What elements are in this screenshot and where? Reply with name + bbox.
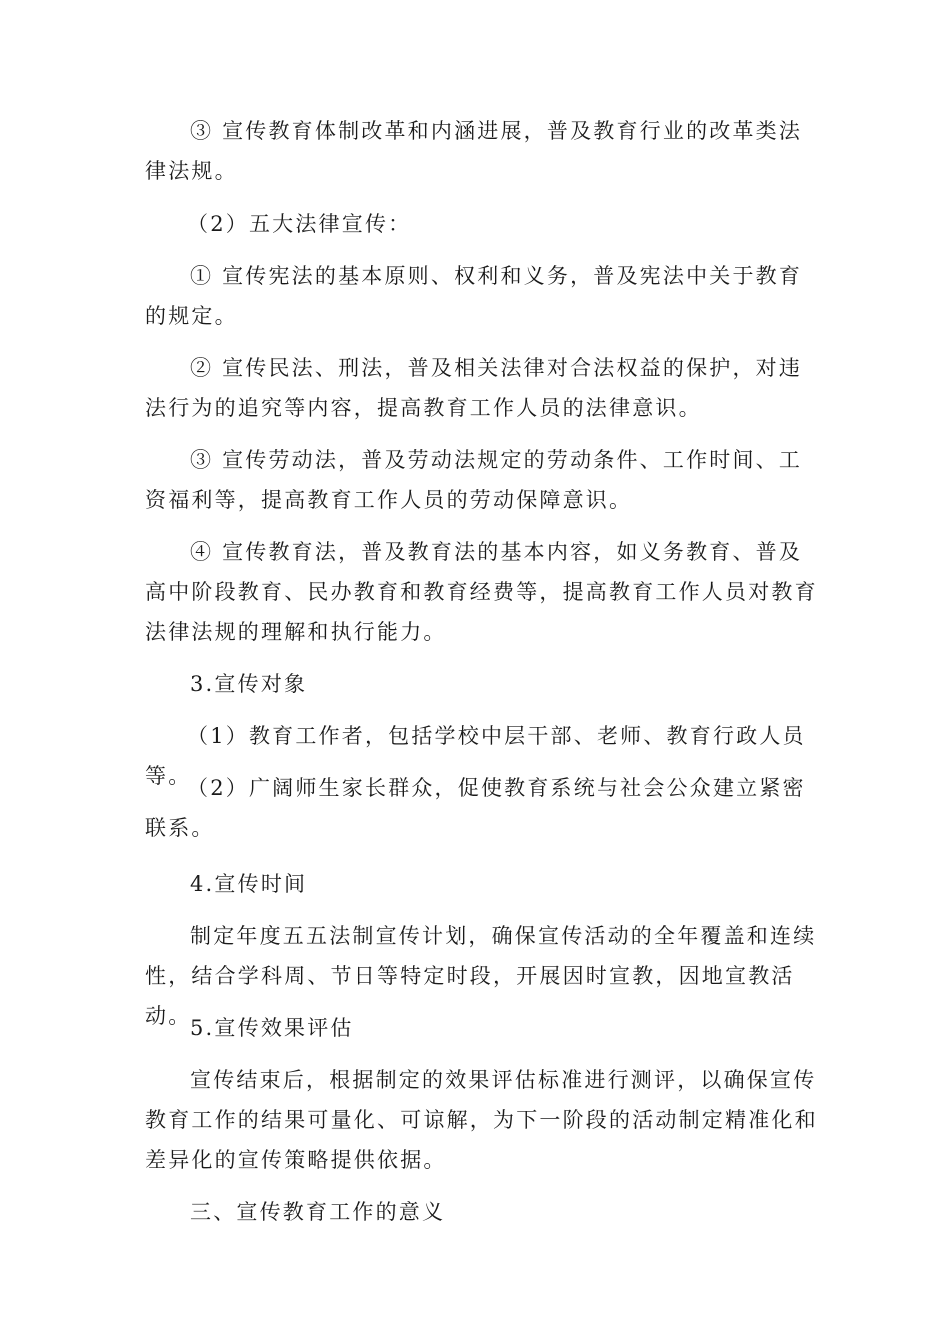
paragraph-education-law: ④ 宣传教育法，普及教育法的基本内容，如义务教育、普及高中阶段教育、民办教育和教育经费等，提高教育工作人员对教育法律法规的理解和执行能力。 — [145, 540, 818, 644]
section-heading-audience: 3.宣传对象 — [190, 672, 308, 696]
section-heading-significance: 三、宣传教育工作的意义 — [190, 1200, 446, 1224]
paragraph-labor-law: ③ 宣传劳动法，普及劳动法规定的劳动条件、工作时间、工资福利等，提高教育工作人员的劳动保障意识。 — [145, 448, 803, 512]
paragraph-audience-public: （2）广阔师生家长群众，促使教育系统与社会公众建立紧密联系。 — [145, 776, 806, 840]
section-heading-time: 4.宣传时间 — [190, 872, 308, 896]
paragraph-civil-criminal-law: ② 宣传民法、刑法，普及相关法律对合法权益的保护，对违法行为的追究等内容，提高教育工作人员的法律意识。 — [145, 356, 803, 420]
paragraph-time-plan: 制定年度五五法制宣传计划，确保宣传活动的全年覆盖和连续性，结合学科周、节日等特定时段，开展因时宣教，因地宣教活动。 — [145, 924, 817, 1028]
paragraph-item-3-reform: ③ 宣传教育体制改革和内涵进展，普及教育行业的改革类法律法规。 — [145, 119, 803, 183]
section-heading-evaluation: 5.宣传效果评估 — [190, 1016, 354, 1040]
paragraph-audience-educators: （1）教育工作者，包括学校中层干部、老师、教育行政人员等。 — [145, 724, 806, 788]
paragraph-evaluation: 宣传结束后，根据制定的效果评估标准进行测评，以确保宣传教育工作的结果可量化、可谅解，为下一阶段的活动制定精准化和差异化的宣传策略提供依据。 — [145, 1068, 818, 1172]
paragraph-constitution: ① 宣传宪法的基本原则、权利和义务，普及宪法中关于教育的规定。 — [145, 264, 803, 328]
paragraph-five-laws-heading: （2）五大法律宣传： — [187, 212, 412, 236]
